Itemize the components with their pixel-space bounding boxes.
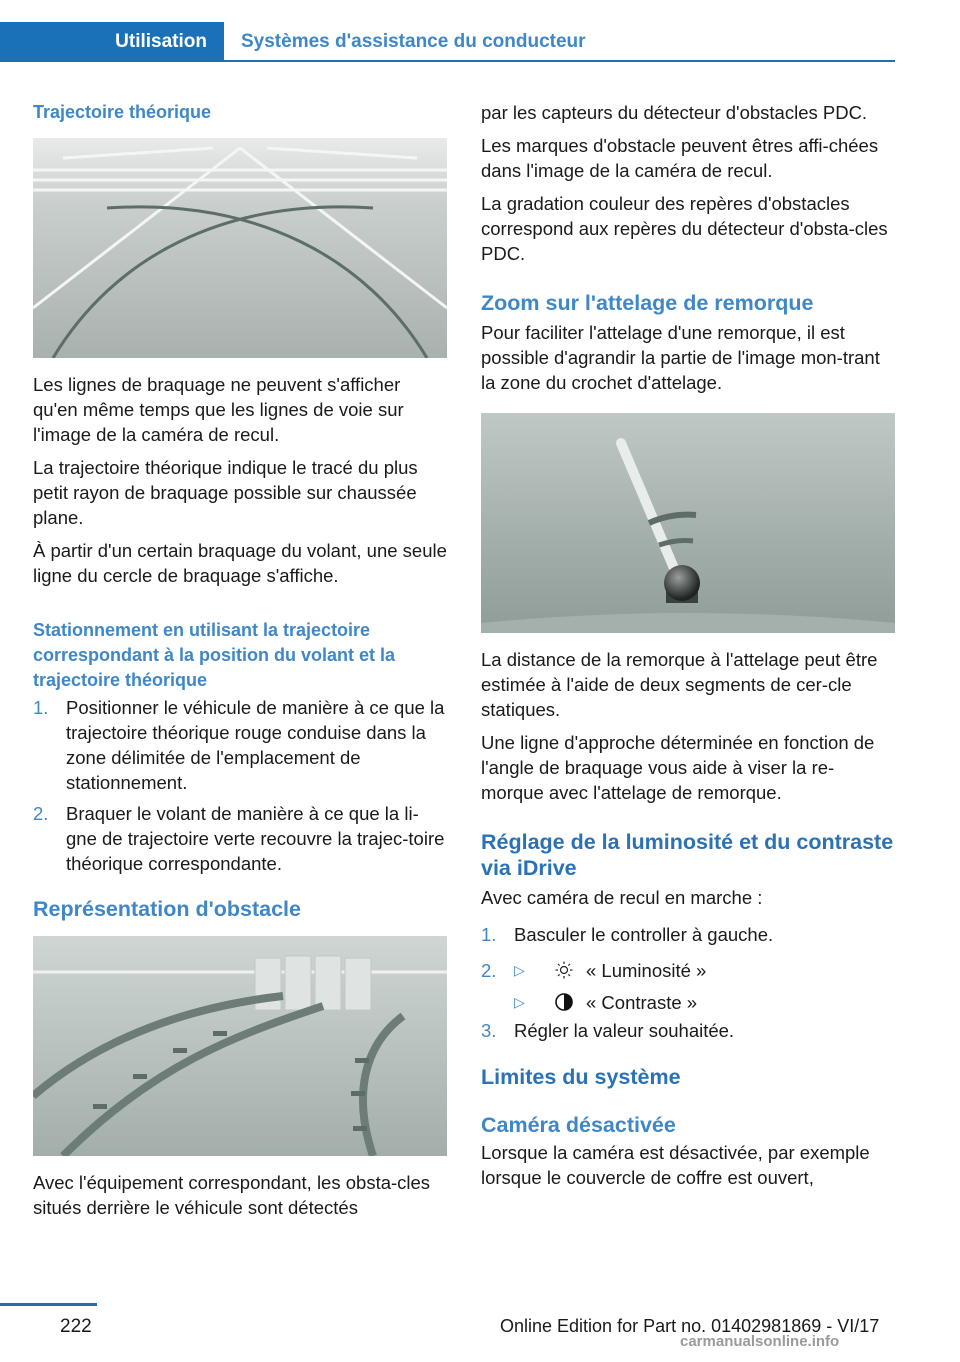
list-item — [33, 801, 447, 876]
paragraph: par les capteurs du détecteur d'obstacles PDC. — [481, 102, 868, 123]
heading-trajectoire: Trajectoire théorique — [33, 102, 212, 122]
right-column — [481, 100, 895, 1198]
steps-list — [33, 695, 447, 876]
trajectory-figure — [33, 138, 447, 358]
idrive-steps — [481, 922, 895, 1050]
paragraph: Les lignes de braquage ne peuvent s'afficher qu'en même temps que les lignes de voie sur l'image de la caméra de recul. — [33, 374, 404, 445]
paragraph: Les marques d'obstacle peuvent êtres affi-chées dans l'image de la caméra de recul. — [481, 135, 879, 181]
paragraph: Avec l'équipement correspondant, les obsta-cles situés derrière le véhicule sont détectés — [33, 1172, 431, 1218]
triangle-right-icon: ▷ — [514, 993, 525, 1010]
page-footer — [0, 1303, 960, 1362]
brightness-label: « Luminosité » — [586, 959, 707, 981]
edition-note: Online Edition for Part no. 01402981869 - VI/17 — [500, 1316, 880, 1336]
hitch-figure — [481, 413, 895, 633]
step-number: 1. — [33, 697, 49, 718]
paragraph: Avec caméra de recul en marche : — [481, 887, 763, 908]
heading-camera-desactivee: Caméra désactivée — [481, 1113, 676, 1137]
list-item — [481, 922, 895, 954]
watermark: carmanualsonline.info — [680, 1333, 840, 1350]
step-number: 2. — [481, 960, 497, 981]
obstacle-figure — [33, 936, 447, 1156]
menu-path-contrast — [514, 986, 895, 1018]
step-number: 2. — [33, 803, 49, 824]
paragraph: La gradation couleur des repères d'obstacles correspond aux repères du détecteur d'obsta-cles PDC. — [481, 193, 888, 264]
triangle-right-icon: ▷ — [514, 961, 525, 978]
footer-rule — [0, 1303, 97, 1306]
step-text: Régler la valeur souhaitée. — [514, 1020, 735, 1041]
heading-reglage: Réglage de la luminosité et du contraste via iDrive — [481, 830, 894, 880]
contrast-label: « Contraste » — [586, 991, 698, 1013]
step-number: 1. — [481, 924, 497, 945]
step-text: Braquer le volant de manière à ce que la li-gne de trajectoire verte recouvre la trajec-toire théorique correspondante. — [66, 803, 445, 874]
menu-path-brightness — [514, 954, 895, 986]
step-number: 3. — [481, 1020, 497, 1041]
heading-limites: Limites du système — [481, 1065, 681, 1089]
heading-stationnement: Stationnement en utilisant la trajectoire correspondant à la position du volant et la trajectoire théorique — [33, 620, 396, 690]
list-item — [481, 1018, 895, 1050]
paragraph: Pour faciliter l'attelage d'une remorque, il est possible d'agrandir la partie de l'image mon-trant la zone du crochet d'attelage. — [481, 322, 880, 393]
page-number: 222 — [60, 1316, 92, 1337]
step-text: Basculer le controller à gauche. — [514, 924, 774, 945]
heading-obstacle: Représentation d'obstacle — [33, 897, 301, 921]
sun-icon — [550, 961, 578, 979]
chapter-title: Systèmes d'assistance du conducteur — [241, 31, 586, 52]
step-text: Positionner le véhicule de manière à ce que la trajectoire théorique rouge conduise dans la zone délimitée de l'emplacement de stationnement. — [66, 697, 445, 793]
page-header — [0, 22, 895, 62]
left-column — [33, 100, 447, 1228]
paragraph: La trajectoire théorique indique le tracé du plus petit rayon de braquage possible sur chaussée plane. — [33, 457, 418, 528]
header-rule — [224, 60, 895, 62]
heading-zoom: Zoom sur l'attelage de remorque — [481, 291, 814, 315]
contrast-icon — [550, 992, 578, 1012]
paragraph: La distance de la remorque à l'attelage peut être estimée à l'aide de deux segments de cer-cle statiques. — [481, 649, 878, 720]
list-item — [481, 954, 895, 1018]
paragraph: Une ligne d'approche déterminée en fonction de l'angle de braquage vous aide à viser la re-morque avec l'attelage de remorque. — [481, 732, 875, 803]
list-item — [33, 695, 447, 795]
paragraph: À partir d'un certain braquage du volant, une seule ligne du cercle de braquage s'affiche. — [33, 540, 447, 586]
section-tab: Utilisation — [0, 22, 224, 62]
paragraph: Lorsque la caméra est désactivée, par exemple lorsque le couvercle de coffre est ouvert, — [481, 1142, 870, 1188]
